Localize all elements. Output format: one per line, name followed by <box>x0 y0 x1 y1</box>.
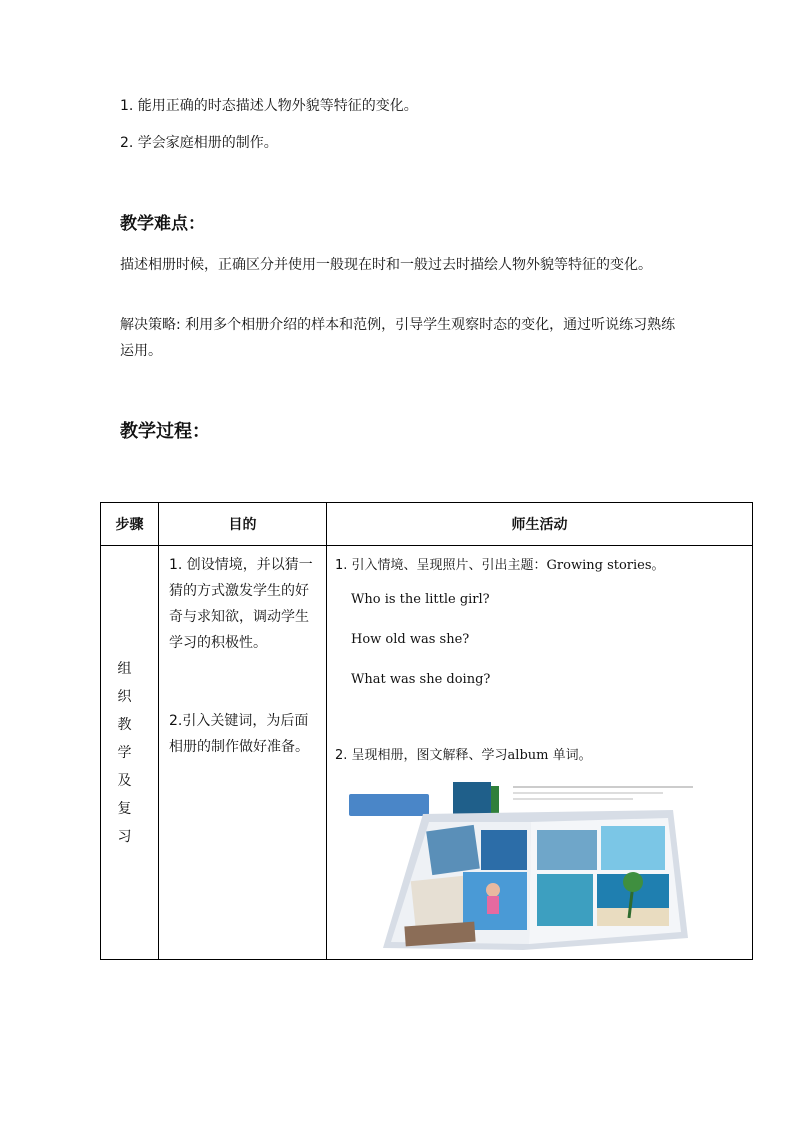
table-header-row <box>101 503 753 546</box>
question-1: Who is the little girl? <box>351 592 490 607</box>
activity-cell <box>327 546 753 960</box>
question-3: What was she doing? <box>351 672 491 687</box>
table-row <box>101 546 753 960</box>
objective-2: 2. 学会家庭相册的制作。 <box>120 135 278 151</box>
step-label: 组织教学及复习 <box>117 660 142 845</box>
header-activity: 师生活动 <box>327 503 753 546</box>
process-heading: 教学过程： <box>120 421 210 442</box>
album-illustration <box>343 778 703 954</box>
difficulty-text: 描述相册时候，正确区分并使用一般现在时和一般过去时描绘人物外貌等特征的变化。 <box>120 257 652 273</box>
difficulty-heading: 教学难点： <box>120 214 205 234</box>
header-step: 步骤 <box>101 503 159 546</box>
activity-1: 1. 引入情境、呈现照片、引出主题：Growing stories。 <box>335 558 665 573</box>
goal-1: 1. 创设情境，并以猜一猜的方式激发学生的好奇与求知欲，调动学生学习的积极性。 <box>169 557 313 651</box>
strategy-text: 解决策略: 利用多个相册介绍的样本和范例，引导学生观察时态的变化，通过听说练习熟练运用。 <box>120 317 676 359</box>
lesson-plan-table <box>100 502 753 960</box>
step-cell <box>101 546 159 960</box>
header-goal: 目的 <box>159 503 327 546</box>
album-label-box <box>349 794 429 816</box>
question-2: How old was she? <box>351 632 470 647</box>
activity-2: 2. 呈现相册，图文解释、学习album 单词。 <box>335 748 592 763</box>
objective-1: 1. 能用正确的时态描述人物外貌等特征的变化。 <box>120 98 418 114</box>
goal-cell <box>159 546 327 960</box>
goal-2: 2.引入关键词，为后面相册的制作做好准备。 <box>169 713 309 755</box>
